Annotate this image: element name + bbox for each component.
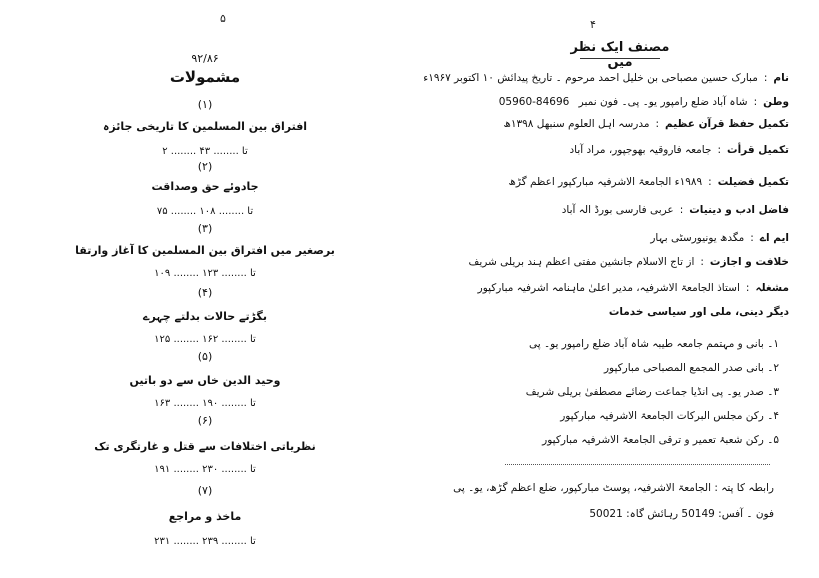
phone-res-label: رہائش گاہ: bbox=[626, 508, 679, 520]
row-value: ۱۹۸۹ء الجامعۃ الاشرفیہ مبارکپور اعظم گڑھ bbox=[508, 176, 703, 188]
contact-address: رابطہ کا پتہ : الجامعۃ الاشرفیہ، پوسٹ مبارکپور، ضلع اعظم گڑھ، یو۔ پی bbox=[453, 482, 774, 494]
toc-number: (۶) bbox=[197, 414, 213, 427]
toc-pages: ۲ ........ تا ........ ۴۳ bbox=[162, 146, 248, 157]
service-item: ۵۔ رکن شعبۂ تعمیر و ترقی الجامعۃ الاشرفیہ مبارکپور bbox=[542, 434, 779, 446]
profile-row-occupation: مشغلہ:استاذ الجامعۃ الاشرفیہ، مدیر اعلیٰ ماہنامہ اشرفیہ مبارکپور bbox=[477, 282, 789, 294]
toc-pages: ۱۲۵ ........ تا ........ ۱۶۲ bbox=[154, 334, 256, 345]
toc-number: (۴) bbox=[197, 286, 213, 299]
services-title: دیگر دینی، ملی اور سیاسی خدمات bbox=[608, 306, 789, 318]
row-value: شاہ آباد ضلع رامپور یو۔ پی۔ فون نمبر bbox=[578, 96, 748, 108]
phone-office-label: فون ۔ آفس: bbox=[718, 508, 774, 520]
right-page bbox=[410, 0, 819, 578]
toc-number: (۱) bbox=[197, 98, 213, 111]
row-label: وطن bbox=[763, 96, 789, 108]
row-value: مبارک حسین مصباحی بن خلیل احمد مرحوم ۔ تاریخ پیدائش ۱۰ اکتوبر ۱۹۶۷ء bbox=[423, 72, 758, 84]
row-value: جامعہ فاروقیہ بھوجپور، مراد آباد bbox=[569, 144, 712, 156]
profile-row-name: نام:مبارک حسین مصباحی بن خلیل احمد مرحوم ۔ تاریخ پیدائش ۱۰ اکتوبر ۱۹۶۷ء bbox=[423, 72, 789, 84]
toc-title: افتراق بین المسلمین کا تاریخی جائزہ bbox=[102, 120, 308, 133]
row-value: عربی فارسی بورڈ الہ آباد bbox=[561, 204, 674, 216]
phone-office: 50149 bbox=[681, 508, 715, 520]
toc-pages: ۱۰۹ ........ تا ........ ۱۲۳ bbox=[154, 268, 256, 279]
left-page-number: ۵ bbox=[220, 12, 226, 25]
row-label: خلافت و اجازت bbox=[709, 256, 789, 268]
row-label: نام bbox=[773, 72, 789, 84]
profile-row-qirat: تکمیل قرأت:جامعہ فاروقیہ بھوجپور، مراد آباد bbox=[569, 144, 789, 156]
toc-pages: ۱۹۱ ........ تا ........ ۲۳۰ bbox=[154, 464, 256, 475]
profile-row-khilafat: خلافت و اجازت:از تاج الاسلام جانشین مفتی اعظم ہند بریلی شریف bbox=[468, 256, 789, 268]
toc-title: بگڑتے حالات بدلتے چہرے bbox=[143, 310, 267, 323]
service-item: ۴۔ رکن مجلس البرکات الجامعۃ الاشرفیہ مبارکپور bbox=[560, 410, 779, 422]
toc-title: ماخذ و مراجع bbox=[168, 510, 242, 523]
toc-pages: ۱۶۳ ........ تا ........ ۱۹۰ bbox=[154, 398, 256, 409]
row-label: مشغلہ bbox=[755, 282, 789, 294]
service-item: ۱۔ بانی و مہتمم جامعہ طیبہ شاہ آباد ضلع رامپور یو۔ پی bbox=[528, 338, 779, 350]
row-label: تکمیل حفظ قرآن عظیم bbox=[665, 118, 789, 130]
row-value: مگدھ یونیورسٹی بہار bbox=[650, 232, 745, 244]
service-item: ۳۔ صدر یو۔ پی انڈیا جماعت رضائے مصطفیٰ بریلی شریف bbox=[525, 386, 779, 398]
profile-row-hifz: تکمیل حفظ قرآن عظیم:مدرسہ اہل العلوم سنبھل ۱۳۹۸ھ bbox=[503, 118, 789, 130]
toc-title: وحید الدین خاں سے دو باتیں bbox=[129, 374, 281, 387]
profile-row-fazil-adab: فاضل ادب و دینیات:عربی فارسی بورڈ الہ آباد bbox=[561, 204, 789, 216]
separator-dotted bbox=[505, 464, 770, 465]
toc-number: (۵) bbox=[197, 350, 213, 363]
phone-res: 50021 bbox=[589, 508, 623, 520]
row-value: استاذ الجامعۃ الاشرفیہ، مدیر اعلیٰ ماہنامہ اشرفیہ مبارکپور bbox=[477, 282, 740, 294]
row-value: مدرسہ اہل العلوم سنبھل ۱۳۹۸ھ bbox=[503, 118, 650, 130]
contact-phone bbox=[589, 508, 774, 520]
contents-title: مشمولات bbox=[169, 68, 241, 86]
toc-number: (۳) bbox=[197, 222, 213, 235]
toc-pages: ۲۳۱ ........ تا ........ ۲۳۹ bbox=[154, 536, 256, 547]
reference-number: ۹۲/۸۶ bbox=[191, 52, 219, 65]
author-profile-title: مصنف ایک نظر میں bbox=[570, 40, 670, 70]
toc-pages: ۷۵ ........ تا ........ ۱۰۸ bbox=[156, 206, 254, 217]
row-label: فاضل ادب و دینیات bbox=[689, 204, 789, 216]
profile-row-ma: ایم اے:مگدھ یونیورسٹی بہار bbox=[650, 232, 789, 244]
title-underline bbox=[580, 58, 660, 59]
toc-number: (۲) bbox=[197, 160, 213, 173]
row-label: ایم اے bbox=[759, 232, 789, 244]
row-value: از تاج الاسلام جانشین مفتی اعظم ہند بریلی شریف bbox=[468, 256, 695, 268]
phone-number: 05960-84696 bbox=[498, 96, 570, 108]
row-label: تکمیل قرأت bbox=[727, 144, 789, 156]
right-page-number: ۴ bbox=[590, 18, 596, 31]
toc-title: برصغیر میں افتراق بین المسلمین کا آغاز وارتقا bbox=[75, 244, 335, 257]
service-item: ۲۔ بانی صدر المجمع المصباحی مبارکپور bbox=[603, 362, 779, 374]
profile-row-hometown: وطن:شاہ آباد ضلع رامپور یو۔ پی۔ فون نمبر 05960-84696 bbox=[498, 96, 789, 108]
toc-number: (۷) bbox=[197, 484, 213, 497]
toc-title: جادوئے حق وصداقت bbox=[151, 180, 259, 193]
profile-row-fazilat: تکمیل فضیلت:۱۹۸۹ء الجامعۃ الاشرفیہ مبارکپور اعظم گڑھ bbox=[508, 176, 789, 188]
toc-title: نظریاتی اختلافات سے قتل و غارتگری تک bbox=[94, 440, 316, 453]
row-label: تکمیل فضیلت bbox=[717, 176, 789, 188]
